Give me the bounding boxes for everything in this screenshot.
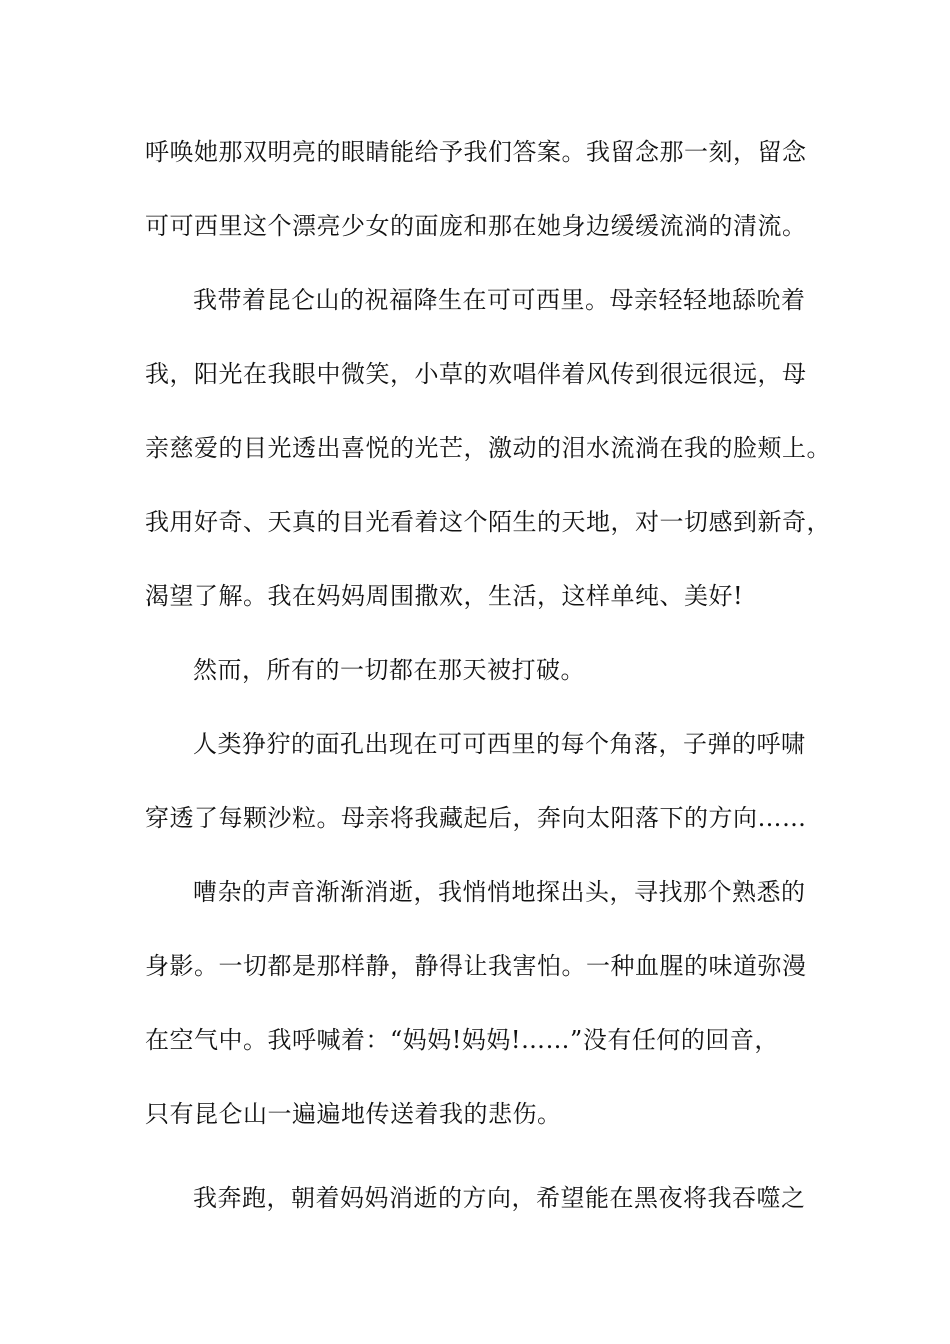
text-line: 只有昆仑山一遍遍地传送着我的悲伤。 <box>145 1100 562 1128</box>
text-line: 呼唤她那双明亮的眼睛能给予我们答案。我留念那一刻，留念 <box>145 138 807 166</box>
text-line: 亲慈爱的目光透出喜悦的光芒，激动的泪水流淌在我的脸颊上。 <box>145 434 831 462</box>
text-line: 在空气中。我呼喊着：“妈妈!妈妈!……”没有任何的回音， <box>145 1026 779 1054</box>
text-line: 渴望了解。我在妈妈周围撒欢，生活，这样单纯、美好! <box>145 582 744 610</box>
paragraph-start-line: 我带着昆仑山的祝福降生在可可西里。母亲轻轻地舔吮着 <box>193 286 806 314</box>
text-line: 穿透了每颗沙粒。母亲将我藏起后，奔向太阳落下的方向…… <box>145 804 807 832</box>
text-line: 我，阳光在我眼中微笑，小草的欢唱伴着风传到很远很远，母 <box>145 360 807 388</box>
paragraph-start-line: 人类狰狞的面孔出现在可可西里的每个角落，子弹的呼啸 <box>193 730 806 758</box>
text-line: 身影。一切都是那样静，静得让我害怕。一种血腥的味道弥漫 <box>145 952 807 980</box>
paragraph-start-line: 嘈杂的声音渐渐消逝，我悄悄地探出头，寻找那个熟悉的 <box>193 878 806 906</box>
paragraph-start-line: 我奔跑，朝着妈妈消逝的方向，希望能在黑夜将我吞噬之 <box>193 1184 806 1212</box>
paragraph-start-line: 然而，所有的一切都在那天被打破。 <box>193 656 585 684</box>
text-line: 我用好奇、天真的目光看着这个陌生的天地，对一切感到新奇， <box>145 508 831 536</box>
text-line: 可可西里这个漂亮少女的面庞和那在她身边缓缓流淌的清流。 <box>145 212 807 240</box>
